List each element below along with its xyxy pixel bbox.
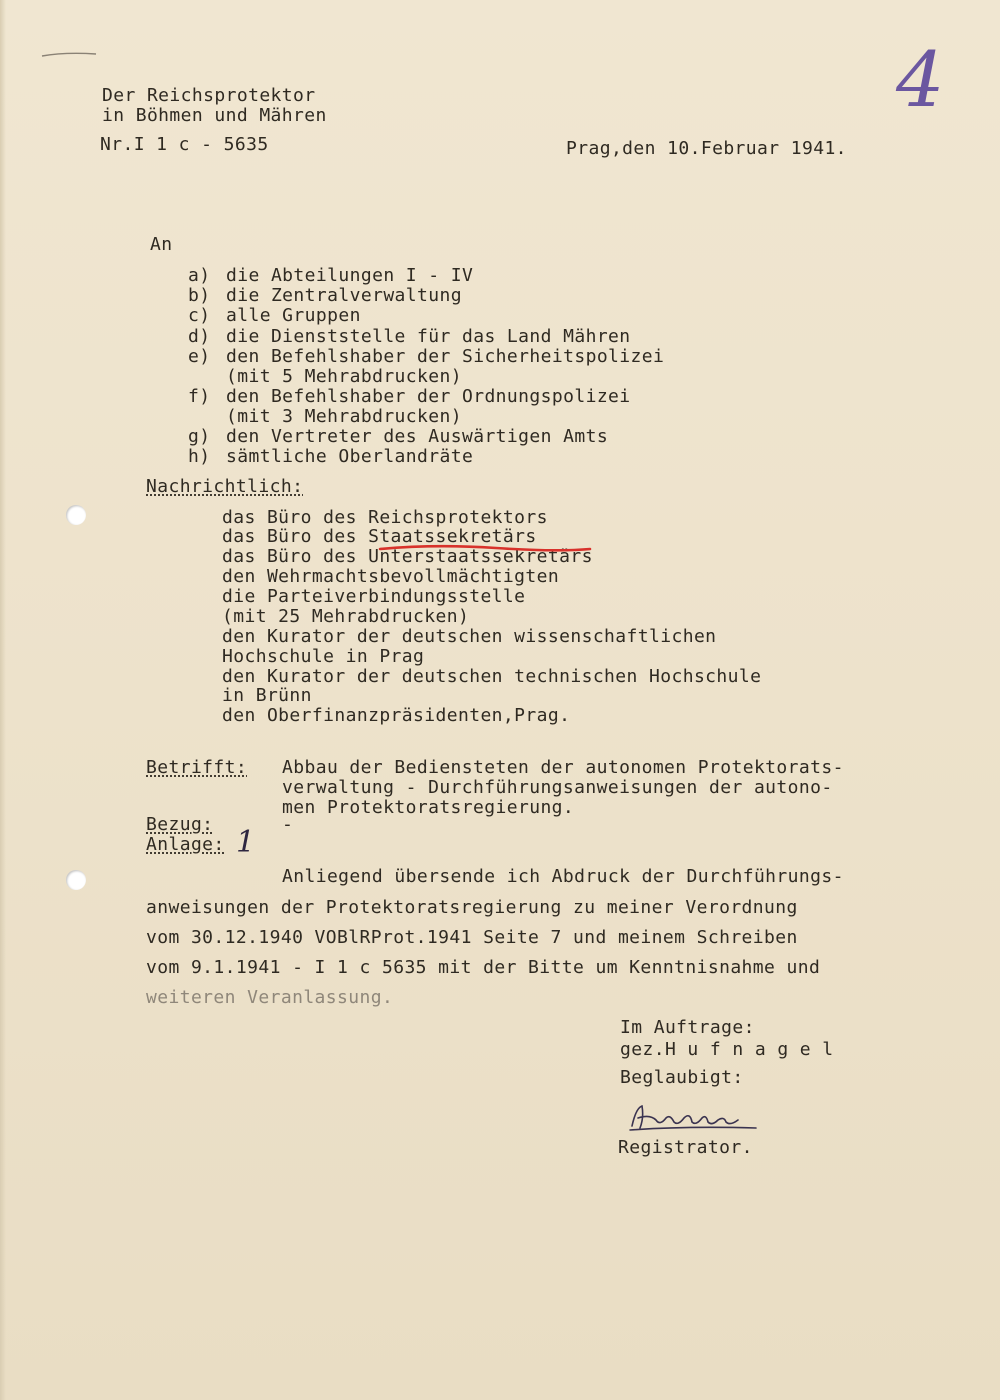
recipient-text: alle Gruppen <box>226 305 361 326</box>
handwritten-signature <box>626 1100 766 1136</box>
copy-recipient: den Kurator der deutschen wissenschaftlichen <box>222 626 717 647</box>
handwritten-page-number: 4 <box>896 35 945 124</box>
pencil-stroke-mark <box>40 48 100 60</box>
body-line: weiteren Veranlassung. <box>146 987 394 1008</box>
recipient-text: sämtliche Oberlandräte <box>226 446 474 467</box>
closing-certified: Beglaubigt: <box>620 1067 744 1088</box>
recipient-text: die Abteilungen I - IV <box>226 265 474 286</box>
copy-recipient: das Büro des Reichsprotektors <box>222 507 548 528</box>
copies-heading: Nachrichtlich: <box>146 476 304 497</box>
copy-recipient: die Parteiverbindungsstelle <box>222 586 526 607</box>
recipient-letter: g) <box>188 426 211 447</box>
body-line: vom 30.12.1940 VOBlRProt.1941 Seite 7 und meinem Schreiben <box>146 927 798 948</box>
recipients-heading: An <box>150 234 173 255</box>
reference-value: - <box>282 814 294 835</box>
sender-line-2: in Böhmen und Mähren <box>102 105 327 126</box>
recipient-letter: h) <box>188 446 211 467</box>
page-edge <box>0 0 6 1400</box>
closing-registrar: Registrator. <box>618 1137 753 1158</box>
recipient-text: (mit 5 Mehrabdrucken) <box>226 366 462 387</box>
copy-recipient: in Brünn <box>222 685 312 706</box>
body-line: anweisungen der Protektoratsregierung zu meiner Verordnung <box>146 897 798 918</box>
enclosure-label: Anlage: <box>146 834 225 855</box>
reference-number: Nr.I 1 c - 5635 <box>100 134 269 155</box>
copy-recipient: den Wehrmachtsbevollmächtigten <box>222 566 560 587</box>
subject-line: Abbau der Bediensteten der autonomen Protektorats- <box>282 757 844 778</box>
enclosure-value: 1 <box>236 825 256 860</box>
recipient-text: den Befehlshaber der Sicherheitspolizei <box>226 346 665 367</box>
place-date: Prag,den 10.Februar 1941. <box>566 138 847 159</box>
copy-recipient: Hochschule in Prag <box>222 646 425 667</box>
recipient-text: die Dienststelle für das Land Mähren <box>226 326 631 347</box>
red-pencil-underline <box>376 540 596 558</box>
copy-recipient: (mit 25 Mehrabdrucken) <box>222 606 470 627</box>
reference-label: Bezug: <box>146 814 214 835</box>
copy-recipient: das Büro des Staatssekretärs <box>222 526 537 547</box>
recipient-letter: f) <box>188 386 211 407</box>
recipient-letter: e) <box>188 346 211 367</box>
closing-on-behalf: Im Auftrage: <box>620 1017 755 1038</box>
subject-label: Betrifft: <box>146 757 248 778</box>
recipient-text: die Zentralverwaltung <box>226 285 462 306</box>
copy-recipient: das Büro des Unterstaatssekretärs <box>222 546 593 567</box>
recipient-letter: c) <box>188 305 211 326</box>
recipient-text: (mit 3 Mehrabdrucken) <box>226 406 462 427</box>
subject-line: verwaltung - Durchführungsanweisungen der autono- <box>282 777 833 798</box>
copy-recipient: den Oberfinanzpräsidenten,Prag. <box>222 705 571 726</box>
recipient-letter: d) <box>188 326 211 347</box>
subject-line: men Protektoratsregierung. <box>282 797 575 818</box>
punch-hole-bottom <box>66 870 86 890</box>
body-line: vom 9.1.1941 - I 1 c 5635 mit der Bitte um Kenntnisnahme und <box>146 957 821 978</box>
body-line: Anliegend übersende ich Abdruck der Durchführungs- <box>282 866 844 887</box>
punch-hole-top <box>66 505 86 525</box>
sender-line-1: Der Reichsprotektor <box>102 85 316 106</box>
recipient-letter: a) <box>188 265 211 286</box>
recipient-text: den Befehlshaber der Ordnungspolizei <box>226 386 631 407</box>
copy-recipient: den Kurator der deutschen technischen Hochschule <box>222 666 762 687</box>
recipient-text: den Vertreter des Auswärtigen Amts <box>226 426 609 447</box>
closing-signed-name: gez.H u f n a g e l <box>620 1039 834 1060</box>
recipient-letter: b) <box>188 285 211 306</box>
